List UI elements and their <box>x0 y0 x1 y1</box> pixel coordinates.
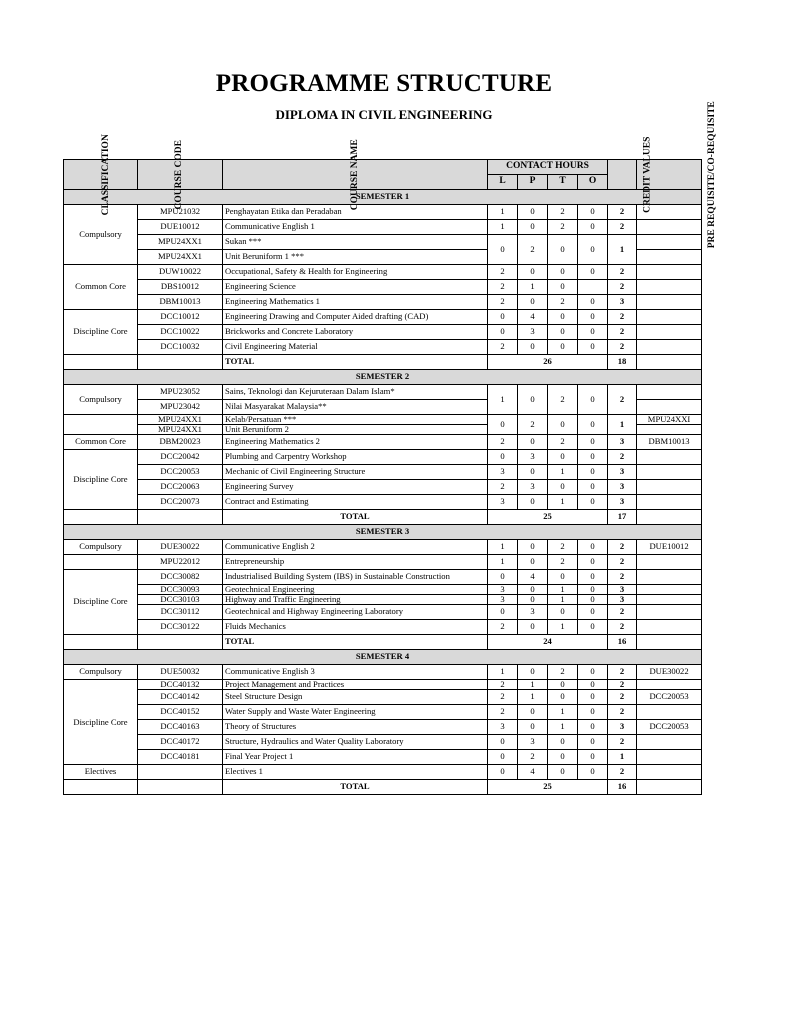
course-name: Engineering Science <box>223 280 488 295</box>
credit-value: 2 <box>608 665 637 680</box>
table-row: DCC30112 Geotechnical and Highway Engineering Laboratory 0 3 0 0 2 <box>64 605 702 620</box>
classification-cell: Electives <box>64 765 138 780</box>
total-row <box>64 510 702 525</box>
prerequisite <box>637 705 702 720</box>
table-row: DCC30122 Fluids Mechanics 2 0 1 0 2 <box>64 620 702 635</box>
credit-value: 2 <box>608 310 637 325</box>
prerequisite <box>637 310 702 325</box>
prerequisite <box>637 295 702 310</box>
total-credits: 17 <box>608 510 637 525</box>
table-row: Discipline Core DCC20042 Plumbing and Carpentry Workshop 0 3 0 0 2 <box>64 450 702 465</box>
credit-value: 2 <box>608 705 637 720</box>
total-label: TOTAL <box>223 780 488 795</box>
classification-cell: Discipline Core <box>64 450 138 510</box>
course-code: DCC40152 <box>138 705 223 720</box>
course-name: Brickworks and Concrete Laboratory <box>223 325 488 340</box>
course-code: MPU24XX1 <box>138 415 223 425</box>
prerequisite: DBM10013 <box>637 435 702 450</box>
header-contact-hours: CONTACT HOURS <box>488 160 608 175</box>
course-code <box>138 765 223 780</box>
course-name: Communicative English 1 <box>223 220 488 235</box>
course-code: DUE10012 <box>138 220 223 235</box>
course-code: MPU24XX1 <box>138 250 223 265</box>
course-code: DCC30122 <box>138 620 223 635</box>
header-course-name: COURSE NAME <box>223 160 488 190</box>
credit-value: 1 <box>608 750 637 765</box>
course-code: DCC40142 <box>138 690 223 705</box>
page-subtitle: DIPLOMA IN CIVIL ENGINEERING <box>275 107 493 122</box>
course-name: Communicative English 3 <box>223 665 488 680</box>
table-row: DBM10013 Engineering Mathematics 1 2 0 2 0 3 <box>64 295 702 310</box>
semester-header: SEMESTER 4 <box>64 650 702 665</box>
credit-value: 2 <box>608 205 637 220</box>
prerequisite <box>637 235 702 250</box>
table-row: DCC10022 Brickworks and Concrete Laboratory 0 3 0 0 2 <box>64 325 702 340</box>
table-row: DUE10012 Communicative English 1 1 0 2 0 2 <box>64 220 702 235</box>
table-row: DCC10032 Civil Engineering Material 2 0 0 0 2 <box>64 340 702 355</box>
course-code: DUE30022 <box>138 540 223 555</box>
course-code: MPU23042 <box>138 400 223 415</box>
course-name: Engineering Mathematics 2 <box>223 435 488 450</box>
prerequisite: DUE10012 <box>637 540 702 555</box>
course-name: Electives 1 <box>223 765 488 780</box>
total-label: TOTAL <box>223 510 488 525</box>
table-row: Common Core DUW10022 Occupational, Safety & Health for Engineering 2 0 0 0 2 <box>64 265 702 280</box>
credit-value: 2 <box>608 325 637 340</box>
course-name: Kelab/Persatuan *** <box>223 415 488 425</box>
course-code: DCC20053 <box>138 465 223 480</box>
course-code: DUE50032 <box>138 665 223 680</box>
table-row: DCC20073 Contract and Estimating 3 0 1 0 3 <box>64 495 702 510</box>
header-t: T <box>548 175 578 190</box>
credit-value: 3 <box>608 585 637 595</box>
credit-value: 2 <box>608 765 637 780</box>
header-classification: CLASSIFICATION <box>64 160 138 190</box>
course-name: Mechanic of Civil Engineering Structure <box>223 465 488 480</box>
total-row <box>64 355 702 370</box>
classification-cell: Common Core <box>64 435 138 450</box>
table-row: MPU24XX1 Sukan *** 0 2 0 0 1 <box>64 235 702 250</box>
credit-value: 2 <box>608 450 637 465</box>
credit-value: 2 <box>608 620 637 635</box>
course-name: Contract and Estimating <box>223 495 488 510</box>
table-row: Discipline Core DCC40132 Project Management and Practices 2 1 0 0 2 <box>64 680 702 690</box>
total-label: TOTAL <box>223 355 488 370</box>
course-code: DCC30082 <box>138 570 223 585</box>
table-row: DCC40181 Final Year Project 1 0 2 0 0 1 <box>64 750 702 765</box>
prerequisite <box>637 680 702 690</box>
credit-value: 2 <box>608 385 637 415</box>
prerequisite <box>637 250 702 265</box>
course-code: MPU22012 <box>138 555 223 570</box>
credit-value: 2 <box>608 735 637 750</box>
prerequisite <box>637 555 702 570</box>
credit-value: 2 <box>608 280 637 295</box>
course-name: Project Management and Practices <box>223 680 488 690</box>
course-code: DCC10012 <box>138 310 223 325</box>
prerequisite <box>637 495 702 510</box>
course-name: Highway and Traffic Engineering <box>223 595 488 605</box>
course-name: Industrialised Building System (IBS) in Sustainable Construction <box>223 570 488 585</box>
total-label: TOTAL <box>223 635 488 650</box>
credit-value: 2 <box>608 570 637 585</box>
credit-value: 2 <box>608 220 637 235</box>
total-hours: 26 <box>488 355 608 370</box>
total-hours: 25 <box>488 780 608 795</box>
semester-header: SEMESTER 1 <box>64 190 702 205</box>
table-row: Discipline Core DCC30082 Industrialised Building System (IBS) in Sustainable Construction 0 4 0 0 2 <box>64 570 702 585</box>
course-name: Communicative English 2 <box>223 540 488 555</box>
course-name: Geotechnical Engineering <box>223 585 488 595</box>
prerequisite: DUE30022 <box>637 665 702 680</box>
course-name: Steel Structure Design <box>223 690 488 705</box>
header-prerequisite: PRE REQUISITE/CO-REQUISITE <box>637 160 702 190</box>
course-code: MPU24XX1 <box>138 235 223 250</box>
course-code: MPU21032 <box>138 205 223 220</box>
total-credits: 16 <box>608 780 637 795</box>
prerequisite <box>637 450 702 465</box>
total-credits: 16 <box>608 635 637 650</box>
course-name: Engineering Mathematics 1 <box>223 295 488 310</box>
page-title: PROGRAMME STRUCTURE <box>215 70 553 97</box>
course-name: Geotechnical and Highway Engineering Laboratory <box>223 605 488 620</box>
credit-value: 2 <box>608 680 637 690</box>
course-code: DCC10032 <box>138 340 223 355</box>
prerequisite: DCC20053 <box>637 720 702 735</box>
classification-cell: Discipline Core <box>64 680 138 765</box>
credit-value: 3 <box>608 480 637 495</box>
prerequisite <box>637 765 702 780</box>
course-name: Sains, Teknologi dan Kejuruteraan Dalam Islam* <box>223 385 488 400</box>
header-p: P <box>518 175 548 190</box>
header-course-code: COURSE CODE <box>138 160 223 190</box>
table-row: DCC20053 Mechanic of Civil Engineering Structure 3 0 1 0 3 <box>64 465 702 480</box>
prerequisite <box>637 595 702 605</box>
course-name: Final Year Project 1 <box>223 750 488 765</box>
prerequisite: MPU24XXI <box>637 415 702 425</box>
course-code: DCC20042 <box>138 450 223 465</box>
prerequisite <box>637 465 702 480</box>
prerequisite <box>637 480 702 495</box>
credit-value: 3 <box>608 495 637 510</box>
credit-value: 3 <box>608 465 637 480</box>
course-code: DCC40172 <box>138 735 223 750</box>
course-name: Structure, Hydraulics and Water Quality Laboratory <box>223 735 488 750</box>
prerequisite <box>637 750 702 765</box>
classification-cell: Discipline Core <box>64 310 138 355</box>
prerequisite <box>637 400 702 415</box>
prerequisite <box>637 280 702 295</box>
table-row: Electives Electives 1 0 4 0 0 2 <box>64 765 702 780</box>
prerequisite <box>637 735 702 750</box>
course-code: MPU24XX1 <box>138 425 223 435</box>
prerequisite <box>637 620 702 635</box>
course-name: Entrepreneurship <box>223 555 488 570</box>
classification-cell: Compulsory <box>64 385 138 415</box>
semester-header: SEMESTER 3 <box>64 525 702 540</box>
credit-value: 1 <box>608 415 637 435</box>
course-code: DBM10013 <box>138 295 223 310</box>
table-row: Compulsory DUE30022 Communicative English 2 1 0 2 0 2 DUE10012 <box>64 540 702 555</box>
credit-value: 3 <box>608 595 637 605</box>
table-row: DBS10012 Engineering Science 2 1 0 2 <box>64 280 702 295</box>
course-name: Unit Beruniform 1 *** <box>223 250 488 265</box>
prerequisite <box>637 265 702 280</box>
total-hours: 25 <box>488 510 608 525</box>
prerequisite <box>637 605 702 620</box>
prerequisite <box>637 585 702 595</box>
table-row: MPU22012 Entrepreneurship 1 0 2 0 2 <box>64 555 702 570</box>
course-name: Plumbing and Carpentry Workshop <box>223 450 488 465</box>
table-row: DCC30103 Highway and Traffic Engineering 3 0 1 0 3 <box>64 595 702 605</box>
prerequisite <box>637 425 702 435</box>
classification-cell: Common Core <box>64 265 138 310</box>
course-name: Water Supply and Waste Water Engineering <box>223 705 488 720</box>
credit-value: 2 <box>608 340 637 355</box>
prerequisite <box>637 385 702 400</box>
total-row <box>64 780 702 795</box>
course-code: DUW10022 <box>138 265 223 280</box>
course-name: Engineering Survey <box>223 480 488 495</box>
classification-cell: Compulsory <box>64 540 138 555</box>
course-name: Nilai Masyarakat Malaysia** <box>223 400 488 415</box>
prerequisite <box>637 220 702 235</box>
course-code: DBS10012 <box>138 280 223 295</box>
course-code: MPU23052 <box>138 385 223 400</box>
course-name: Theory of Structures <box>223 720 488 735</box>
table-row: DCC40142 Steel Structure Design 2 1 0 0 2 DCC20053 <box>64 690 702 705</box>
course-name: Sukan *** <box>223 235 488 250</box>
semester-header: SEMESTER 2 <box>64 370 702 385</box>
classification-cell: Discipline Core <box>64 570 138 635</box>
classification-cell: Compulsory <box>64 665 138 680</box>
course-code: DCC30093 <box>138 585 223 595</box>
course-name: Penghayatan Etika dan Peradaban <box>223 205 488 220</box>
course-code: DCC40132 <box>138 680 223 690</box>
course-code: DCC30103 <box>138 595 223 605</box>
prerequisite <box>637 570 702 585</box>
course-name: Engineering Drawing and Computer Aided drafting (CAD) <box>223 310 488 325</box>
credit-value: 3 <box>608 720 637 735</box>
table-row: DCC40152 Water Supply and Waste Water Engineering 2 0 1 0 2 <box>64 705 702 720</box>
credit-value: 2 <box>608 690 637 705</box>
credit-value: 1 <box>608 235 637 265</box>
prerequisite: DCC20053 <box>637 690 702 705</box>
course-code: DCC20073 <box>138 495 223 510</box>
course-name: Fluids Mechanics <box>223 620 488 635</box>
table-row: DCC40172 Structure, Hydraulics and Water Quality Laboratory 0 3 0 0 2 <box>64 735 702 750</box>
table-row: DCC30093 Geotechnical Engineering 3 0 1 0 3 <box>64 585 702 595</box>
classification-cell: Compulsory <box>64 205 138 265</box>
course-name: Unit Beruniform 2 <box>223 425 488 435</box>
table-row: Compulsory MPU21032 Penghayatan Etika dan Peradaban 1 0 2 0 2 <box>64 205 702 220</box>
course-name: Civil Engineering Material <box>223 340 488 355</box>
total-row <box>64 635 702 650</box>
credit-value: 2 <box>608 605 637 620</box>
header-credit-values: CREDIT VALUES <box>608 160 637 190</box>
credit-value: 2 <box>608 265 637 280</box>
total-credits: 18 <box>608 355 637 370</box>
course-code: DBM20023 <box>138 435 223 450</box>
credit-value: 2 <box>608 540 637 555</box>
table-row: DCC20063 Engineering Survey 2 3 0 0 3 <box>64 480 702 495</box>
total-hours: 24 <box>488 635 608 650</box>
table-row: Discipline Core DCC10012 Engineering Drawing and Computer Aided drafting (CAD) 0 4 0 0 2 <box>64 310 702 325</box>
course-code: DCC30112 <box>138 605 223 620</box>
table-row: Compulsory MPU23052 Sains, Teknologi dan Kejuruteraan Dalam Islam* 1 0 2 0 2 <box>64 385 702 400</box>
header-o: O <box>578 175 608 190</box>
prerequisite <box>637 340 702 355</box>
table-row: Compulsory DUE50032 Communicative English 3 1 0 2 0 2 DUE30022 <box>64 665 702 680</box>
credit-value: 2 <box>608 555 637 570</box>
course-name: Occupational, Safety & Health for Engineering <box>223 265 488 280</box>
course-code: DCC10022 <box>138 325 223 340</box>
course-code: DCC40163 <box>138 720 223 735</box>
course-code: DCC40181 <box>138 750 223 765</box>
table-row: MPU24XX1 Kelab/Persatuan *** 0 2 0 0 1 MPU24XXI <box>64 415 702 425</box>
table-row: DCC40163 Theory of Structures 3 0 1 0 3 DCC20053 <box>64 720 702 735</box>
credit-value: 3 <box>608 435 637 450</box>
header-l: L <box>488 175 518 190</box>
table-row: Common Core DBM20023 Engineering Mathematics 2 2 0 2 0 3 DBM10013 <box>64 435 702 450</box>
course-code: DCC20063 <box>138 480 223 495</box>
credit-value: 3 <box>608 295 637 310</box>
prerequisite <box>637 325 702 340</box>
